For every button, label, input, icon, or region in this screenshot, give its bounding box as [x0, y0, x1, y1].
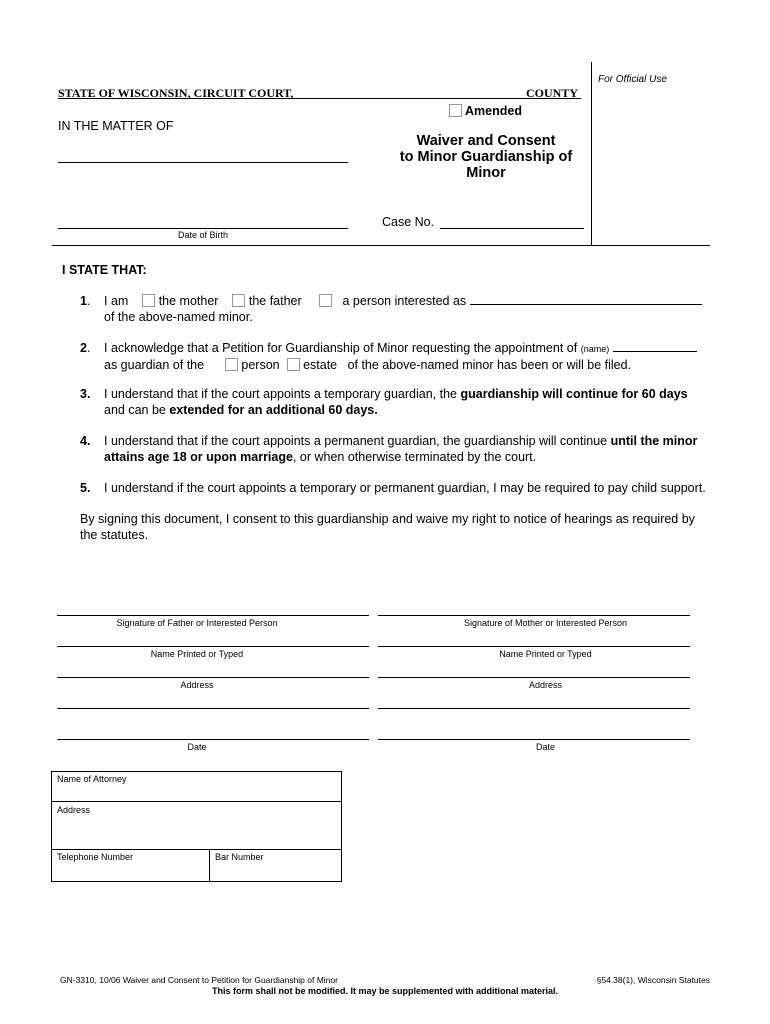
- person-label: person: [241, 358, 280, 372]
- father-address-label: Address: [180, 680, 214, 690]
- name-hint: (name): [580, 344, 610, 354]
- amended-label: Amended: [465, 104, 522, 118]
- attorney-phone-field[interactable]: Telephone Number: [57, 852, 134, 862]
- item-1-num: 1: [80, 294, 87, 308]
- estate-checkbox[interactable]: [287, 358, 300, 371]
- item-3-text-c: and can be: [104, 403, 166, 417]
- interested-checkbox[interactable]: [319, 294, 332, 307]
- attorney-bar-field[interactable]: Bar Number: [215, 852, 264, 862]
- father-signature-line[interactable]: [57, 615, 369, 616]
- item-2-text-c: of the above-named minor has been or will be filed.: [347, 358, 632, 372]
- item-4-text-d: , or when otherwise terminated by the court.: [292, 450, 537, 464]
- item-1-line-2: of the above-named minor.: [104, 310, 253, 324]
- mother-name-line[interactable]: [378, 646, 690, 647]
- matter-of-label: IN THE MATTER OF: [58, 119, 174, 133]
- state-that-heading: I STATE THAT:: [62, 263, 147, 277]
- item-5-text: I understand if the court appoints a temporary or permanent guardian, I may be required to pay child support.: [104, 481, 706, 495]
- title-line-3: Minor: [466, 165, 506, 181]
- father-checkbox[interactable]: [232, 294, 245, 307]
- title-line-1: Waiver and Consent: [416, 133, 556, 149]
- case-no-line[interactable]: [440, 228, 584, 229]
- mother-address-label: Address: [528, 680, 563, 690]
- mother-address-line[interactable]: [378, 677, 690, 678]
- item-3-num: 3.: [80, 387, 91, 401]
- mother-date-label: Date: [535, 742, 555, 752]
- item-5-num: 5.: [80, 481, 91, 495]
- item-3-text-b: guardianship will continue for 60 days: [460, 387, 688, 401]
- father-label: the father: [248, 294, 302, 308]
- consent-line-2: the statutes.: [80, 528, 149, 542]
- item-2-num: 2: [80, 341, 87, 355]
- form-title: [380, 133, 592, 181]
- person-checkbox[interactable]: [225, 358, 238, 371]
- minor-name-line[interactable]: [58, 162, 348, 163]
- mother-date-line[interactable]: [378, 739, 690, 740]
- amended-option[interactable]: [449, 104, 522, 118]
- i-am-label: I am: [104, 294, 129, 308]
- form-id: GN-3310, 10/06 Waiver and Consent to Petition for Guardianship of Minor: [60, 975, 338, 985]
- attorney-name-field[interactable]: Name of Attorney: [57, 774, 127, 784]
- mother-signature-line[interactable]: [378, 615, 690, 616]
- item-4: [104, 433, 716, 465]
- statute-reference: §54.38(1), Wisconsin Statutes: [596, 975, 710, 985]
- item-2-text-a: I acknowledge that a Petition for Guardianship of Minor requesting the appointment of: [104, 341, 578, 355]
- mother-signature-label: Signature of Mother or Interested Person: [463, 618, 628, 628]
- guardian-name-line[interactable]: [613, 340, 697, 352]
- item-3-text-a: I understand that if the court appoints a temporary guardian, the: [104, 387, 457, 401]
- item-2-text-b: as guardian of the: [104, 358, 205, 372]
- case-no-label: Case No.: [382, 215, 435, 229]
- item-1: [104, 293, 714, 325]
- official-use-label: For Official Use: [598, 74, 667, 85]
- mother-checkbox[interactable]: [142, 294, 155, 307]
- dob-label: Date of Birth: [177, 230, 229, 240]
- father-date-line[interactable]: [57, 739, 369, 740]
- item-2: [104, 340, 714, 373]
- attorney-box-top: [51, 771, 342, 772]
- attorney-col-divider: [209, 849, 210, 881]
- father-signature-label: Signature of Father or Interested Person: [116, 618, 278, 628]
- court-label: STATE OF WISCONSIN, CIRCUIT COURT,: [58, 86, 294, 100]
- attorney-row-divider-2: [51, 849, 342, 850]
- father-address-line[interactable]: [57, 677, 369, 678]
- modification-notice: This form shall not be modified. It may be supplemented with additional material.: [211, 986, 559, 996]
- father-name-line[interactable]: [57, 646, 369, 647]
- consent-paragraph: [80, 511, 720, 543]
- item-4-num: 4.: [80, 434, 91, 448]
- attorney-box: [51, 771, 342, 882]
- item-3: [104, 386, 716, 418]
- court-underline: [58, 98, 581, 99]
- item-2-number: 2.: [80, 341, 91, 355]
- attorney-address-field[interactable]: Address: [57, 805, 91, 815]
- estate-label: estate: [303, 358, 338, 372]
- father-address-line-2[interactable]: [57, 708, 369, 709]
- attorney-row-divider-1: [51, 801, 342, 802]
- mother-name-label: Name Printed or Typed: [499, 649, 592, 659]
- item-3-text-d: extended for an additional 60 days.: [169, 403, 378, 417]
- amended-checkbox[interactable]: [449, 104, 462, 117]
- county-label: COUNTY: [526, 86, 579, 100]
- interested-as-line[interactable]: [470, 293, 702, 305]
- mother-address-line-2[interactable]: [378, 708, 690, 709]
- item-4-text-c: attains age 18 or upon marriage: [104, 450, 293, 464]
- father-date-label: Date: [187, 742, 207, 752]
- father-name-label: Name Printed or Typed: [150, 649, 244, 659]
- item-4-text-b: until the minor: [610, 434, 698, 448]
- consent-line-1: By signing this document, I consent to this guardianship and waive my right to notice of hearings as required by: [80, 512, 695, 526]
- interested-label: a person interested as: [342, 294, 467, 308]
- dob-line[interactable]: [58, 228, 348, 229]
- title-line-2: to Minor Guardianship of: [399, 149, 573, 165]
- mother-label: the mother: [158, 294, 219, 308]
- item-1-number: 1.: [80, 294, 91, 308]
- item-4-text-a: I understand that if the court appoints a permanent guardian, the guardianship will continue: [104, 434, 608, 448]
- header-bottom-rule: [52, 245, 710, 246]
